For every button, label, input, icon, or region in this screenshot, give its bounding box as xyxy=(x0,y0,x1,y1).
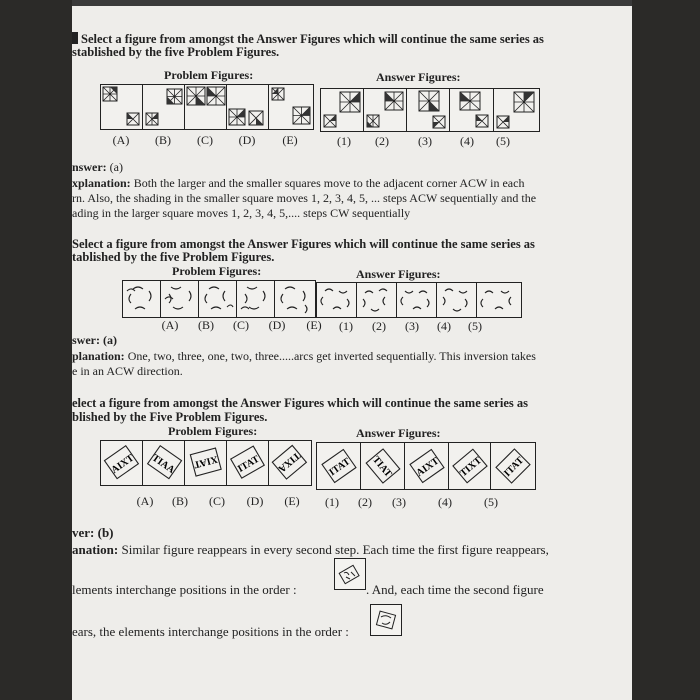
q2-answer-label: Answer Figures: xyxy=(356,267,441,281)
q3-answer-numbers xyxy=(316,495,508,510)
q3-answer-figure-3 xyxy=(405,443,449,489)
q2-num-3: (3) xyxy=(405,319,419,333)
q3-num-4: (4) xyxy=(438,495,452,509)
q2-explanation-line1 xyxy=(72,349,536,364)
q3-ans5-text: ITAT xyxy=(502,455,527,480)
q1-fig-b-graphic xyxy=(143,85,185,129)
q2-letter-b: (B) xyxy=(198,318,214,332)
q3-num-3: (3) xyxy=(392,495,406,509)
q3-fig-d-graphic xyxy=(227,441,269,485)
q1-fig-e-graphic xyxy=(269,85,313,129)
q3-ans1-graphic xyxy=(317,443,361,489)
q2-num-2: (2) xyxy=(372,319,386,333)
q1-line1-text: Select a figure from amongst the Answer Figures which will continue the same series as xyxy=(81,32,544,46)
q3-order-figure-1 xyxy=(334,558,366,590)
q1-explanation-line1 xyxy=(72,176,524,191)
q1-answer-label: Answer Figures: xyxy=(376,70,461,84)
q3-answer-figures xyxy=(316,442,536,490)
q1-problem-label: Problem Figures: xyxy=(164,68,254,82)
q2-instruction-line2: tablished by the five Problem Figures. xyxy=(72,250,275,264)
q3-answer-figure-1 xyxy=(317,443,361,489)
q3-explanation-key: anation: xyxy=(72,542,119,557)
q2-problem-label: Problem Figures: xyxy=(172,264,262,278)
q1-num-2: (2) xyxy=(375,134,389,148)
q1-answer-key: nswer: xyxy=(72,160,107,174)
q1-letter-e: (E) xyxy=(282,133,298,147)
q3-explanation-line1 xyxy=(72,542,549,557)
q3-problem-figure-c xyxy=(185,441,227,485)
q3-num-2: (2) xyxy=(358,495,372,509)
q3-letter-d: (D) xyxy=(246,494,264,508)
q2-letter-a: (A) xyxy=(161,318,179,332)
q1-problem-figure-b xyxy=(143,85,185,129)
q2-problem-figure-d xyxy=(237,281,275,317)
q3-ans2-text: TIAT xyxy=(370,454,394,480)
q2-num-4: (4) xyxy=(437,319,451,333)
q2-ans4-graphic xyxy=(437,283,477,317)
q3-problem-letters xyxy=(128,494,310,509)
q2-ans2-graphic xyxy=(357,283,397,317)
page-top-edge xyxy=(72,0,632,6)
q1-letter-a: (A) xyxy=(112,133,130,147)
q2-exp1-text: One, two, three, one, two, three.....arcs get inverted sequentially. This inversion takes xyxy=(127,349,536,363)
q3-letter-b: (B) xyxy=(172,494,188,508)
q1-ans5-graphic xyxy=(494,89,539,131)
q3-problem-figure-e xyxy=(269,441,311,485)
q3-fig-d-text: ITAT xyxy=(236,453,262,475)
q3-explanation-line2b: . And, each time the second figure xyxy=(366,582,544,597)
q2-fig-a-graphic xyxy=(123,281,161,317)
q3-fig-e-text: TIXA xyxy=(275,449,303,475)
q3-letter-a: (A) xyxy=(136,494,154,508)
q1-ans1-graphic xyxy=(321,89,364,131)
q1-letter-c: (C) xyxy=(197,133,213,147)
q1-num-4: (4) xyxy=(460,134,474,148)
q1-answer-numbers xyxy=(326,134,520,149)
q1-instruction-line2: stablished by the five Problem Figures. xyxy=(72,45,280,59)
q3-fig-a-graphic xyxy=(101,441,143,485)
q2-answer-numbers xyxy=(330,319,490,334)
q2-letter-e: (E) xyxy=(306,318,322,332)
q1-explanation-key: xplanation: xyxy=(72,176,131,190)
q1-answer-figure-4 xyxy=(450,89,494,131)
q3-fig-b-text: TIAA xyxy=(149,452,177,476)
q3-fig-b-graphic xyxy=(143,441,185,485)
q2-num-5: (5) xyxy=(468,319,482,333)
q3-ans3-text: AIXT xyxy=(414,455,442,479)
q1-number-mark xyxy=(72,32,78,44)
q2-answer-figure-4 xyxy=(437,283,477,317)
q1-problem-figure-a xyxy=(101,85,143,129)
q3-ans1-text: ITAT xyxy=(327,456,353,479)
q1-letter-b: (B) xyxy=(155,133,171,147)
q1-problem-figure-d xyxy=(227,85,269,129)
q2-problem-figure-c xyxy=(199,281,237,317)
q1-answer-figure-3 xyxy=(407,89,450,131)
q2-answer-line xyxy=(72,333,117,348)
q1-problem-letters xyxy=(100,133,312,148)
q3-fig-a-text: AIXT xyxy=(109,452,137,476)
q2-answer-figure-5 xyxy=(477,283,521,317)
q3-fig-e-graphic xyxy=(269,441,311,485)
q3-instruction-line2: blished by the Five Problem Figures. xyxy=(72,410,268,424)
q2-problem-figures xyxy=(122,280,316,318)
q3-letter-e: (E) xyxy=(284,494,300,508)
q3-problem-figures xyxy=(100,440,312,486)
q2-letter-c: (C) xyxy=(233,318,249,332)
q1-fig-d-graphic xyxy=(227,85,269,129)
q3-ans4-text: TIXT xyxy=(458,455,484,480)
q3-exp1-text: Similar figure reappears in every second step. Each time the first figure reappears, xyxy=(121,542,549,557)
q3-ans3-graphic xyxy=(405,443,449,489)
q3-answer-value: (b) xyxy=(97,525,114,540)
q1-explanation-line3: ading in the larger square moves 1, 2, 3, 4, 5,.... steps CW sequentially xyxy=(72,206,411,220)
q1-fig-a-graphic xyxy=(101,85,143,129)
q2-ans1-graphic xyxy=(317,283,357,317)
q2-answer-figures xyxy=(316,282,522,318)
q2-fig-d-graphic xyxy=(237,281,275,317)
q3-answer-line xyxy=(72,525,114,540)
q1-ans2-graphic xyxy=(364,89,407,131)
q1-exp1-text: Both the larger and the smaller squares move to the adjacent corner ACW in each xyxy=(133,176,525,190)
q2-problem-figure-e xyxy=(275,281,315,317)
q3-ans5-graphic xyxy=(491,443,535,489)
q1-answer-value: (a) xyxy=(109,160,123,174)
q1-fig-c-graphic xyxy=(185,85,227,129)
q1-answer-figure-2 xyxy=(364,89,407,131)
q1-num-1: (1) xyxy=(337,134,351,148)
q1-answer-figures xyxy=(320,88,540,132)
q3-answer-label: Answer Figures: xyxy=(356,426,441,440)
q3-explanation-line3: ears, the elements interchange positions in the order : xyxy=(72,624,349,639)
q3-answer-figure-5 xyxy=(491,443,535,489)
q2-answer-value: (a) xyxy=(102,333,117,347)
q2-explanation-line2: e in an ACW direction. xyxy=(72,364,183,378)
q2-letter-d: (D) xyxy=(268,318,286,332)
q2-ans3-graphic xyxy=(397,283,437,317)
q3-fig-c-text: XIAT xyxy=(192,453,219,471)
textbook-page xyxy=(72,0,632,700)
q2-fig-b-graphic xyxy=(161,281,199,317)
q2-fig-c-graphic xyxy=(199,281,237,317)
q2-ans5-graphic xyxy=(477,283,521,317)
q2-answer-figure-2 xyxy=(357,283,397,317)
q3-num-1: (1) xyxy=(325,495,339,509)
q1-problem-figures xyxy=(100,84,314,130)
q3-problem-figure-a xyxy=(101,441,143,485)
q3-num-5: (5) xyxy=(484,495,498,509)
q3-order-2-graphic xyxy=(371,605,401,635)
q2-answer-figure-3 xyxy=(397,283,437,317)
q1-ans3-graphic xyxy=(407,89,450,131)
q3-answer-figure-4 xyxy=(449,443,491,489)
q1-explanation-line2: rn. Also, the shading in the smaller square moves 1, 2, 3, 4, 5, ... steps ACW sequentially and the xyxy=(72,191,537,205)
q2-answer-key: swer: xyxy=(72,333,100,347)
q2-fig-e-graphic xyxy=(275,281,315,317)
q2-explanation-key: planation: xyxy=(72,349,125,363)
q1-answer-figure-1 xyxy=(321,89,364,131)
q1-answer-figure-5 xyxy=(494,89,539,131)
q3-order-1-graphic xyxy=(335,559,365,589)
q3-problem-figure-d xyxy=(227,441,269,485)
q1-letter-d: (D) xyxy=(238,133,256,147)
q1-problem-figure-c xyxy=(185,85,227,129)
q3-instruction-line1: elect a figure from amongst the Answer Figures which will continue the same series as xyxy=(72,396,528,410)
q1-answer-line xyxy=(72,160,123,175)
q1-problem-figure-e xyxy=(269,85,313,129)
q1-ans4-graphic xyxy=(450,89,494,131)
q3-order-figure-2 xyxy=(370,604,402,636)
q2-problem-letters xyxy=(152,318,332,333)
q3-answer-key: ver: xyxy=(72,525,95,540)
q3-explanation-line2a: lements interchange positions in the order : xyxy=(72,582,297,597)
q3-ans4-graphic xyxy=(449,443,491,489)
q3-answer-figure-2 xyxy=(361,443,405,489)
q2-problem-figure-a xyxy=(123,281,161,317)
q1-num-3: (3) xyxy=(418,134,432,148)
q3-problem-figure-b xyxy=(143,441,185,485)
q3-problem-label: Problem Figures: xyxy=(168,424,258,438)
q3-fig-c-graphic xyxy=(185,441,227,485)
q2-answer-figure-1 xyxy=(317,283,357,317)
q1-num-5: (5) xyxy=(496,134,510,148)
q2-num-1: (1) xyxy=(339,319,353,333)
q3-letter-c: (C) xyxy=(209,494,225,508)
q3-ans2-graphic xyxy=(361,443,405,489)
q2-instruction-line1: Select a figure from amongst the Answer Figures which will continue the same series as xyxy=(72,237,535,251)
q2-problem-figure-b xyxy=(161,281,199,317)
